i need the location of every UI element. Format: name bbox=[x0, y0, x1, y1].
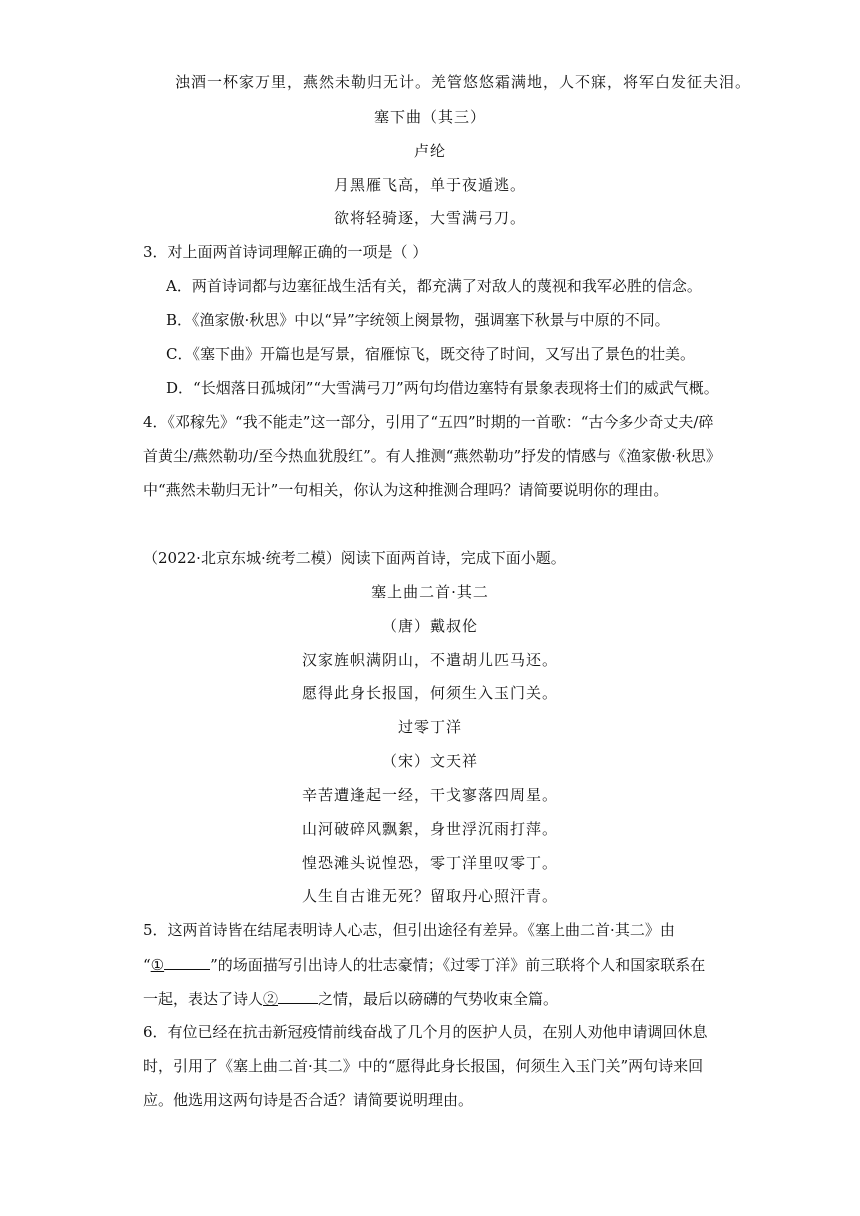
q3-option-c: C．《塞下曲》开篇也是写景，宿雁惊飞，既交待了时间，又写出了景色的壮美。 bbox=[166, 345, 695, 363]
q6-line-1: 6．有位已经在抗击新冠疫情前线奋战了几个月的医护人员，在别人劝他申请调回休息 bbox=[143, 1023, 708, 1041]
q3-option-d: D．“长烟落日孤城闭”“大雪满弓刀”两句均借边塞特有景象表现将士们的威武气概。 bbox=[166, 379, 719, 397]
poem3-title: 塞上曲二首·其二 bbox=[371, 583, 489, 601]
q4-line-3: 中“燕然未勒归无计”一句相关，你认为这种推测合理吗？请简要说明你的理由。 bbox=[143, 481, 669, 499]
q5-line-3-text-a: 一起，表达了诗人 bbox=[143, 990, 264, 1008]
q3-option-b: B．《渔家傲·秋思》中以“异”字统领上阕景物，强调塞下秋景与中原的不同。 bbox=[166, 311, 670, 329]
q3-option-a: A．两首诗词都与边塞征战生活有关，都充满了对敌人的蔑视和我军必胜的信念。 bbox=[166, 277, 702, 295]
q6-line-3: 应。他选用这两句诗是否合适？请简要说明理由。 bbox=[143, 1091, 474, 1109]
poem3-author: （唐）戴叔伦 bbox=[381, 617, 478, 635]
q4-line-1: 4．《邓稼先》“我不能走”这一部分，引用了“五四”时期的一首歌：“古今多少奇丈夫/碎 bbox=[143, 413, 714, 431]
q4-line-2: 首黄尘/燕然勒功/至今热血犹殷红”。有人推测“燕然勒功”抒发的情感与《渔家傲·秋思》 bbox=[143, 447, 721, 465]
q5-line-3 bbox=[143, 988, 558, 1009]
poem4-line-3: 惶恐滩头说惶恐，零丁洋里叹零丁。 bbox=[301, 854, 558, 872]
poem1-last-line: 浊酒一杯家万里，燕然未勒归无计。羌管悠悠霜满地，人不寐，将军白发征夫泪。 bbox=[175, 73, 752, 91]
poem2-title: 塞下曲（其三） bbox=[373, 108, 486, 126]
q5-line-3-text-b: 之情，最后以磅礴的气势收束全篇。 bbox=[318, 990, 559, 1008]
poem4-line-1: 辛苦遭逢起一经，干戈寥落四周星。 bbox=[301, 786, 558, 804]
q5-line-2-text: ”的场面描写引出诗人的壮志豪情；《过零丁洋》前三联将个人和国家联系在 bbox=[210, 956, 706, 974]
q5-line-1: 5．这两首诗皆在结尾表明诗人心志，但引出途径有差异。《塞上曲二首·其二》由 bbox=[143, 921, 675, 939]
poem3-line-1: 汉家旌帜满阴山，不遣胡儿匹马还。 bbox=[301, 651, 558, 669]
poem2-line-2: 欲将轻骑逐，大雪满弓刀。 bbox=[333, 209, 526, 227]
poem2-line-1: 月黑雁飞高，单于夜遁逃。 bbox=[333, 176, 526, 194]
q5-blank-marker-2: ② bbox=[263, 990, 279, 1008]
q5-blank-1[interactable] bbox=[164, 954, 210, 970]
q5-blank-marker-1: ① bbox=[150, 956, 165, 974]
poem4-line-4: 人生自古谁无死？留取丹心照汗青。 bbox=[301, 887, 558, 905]
poem3-line-2: 愿得此身长报国，何须生入玉门关。 bbox=[301, 684, 558, 702]
q3-stem: 3．对上面两首诗词理解正确的一项是（ ） bbox=[143, 243, 428, 261]
q5-blank-2[interactable] bbox=[278, 988, 318, 1004]
q6-line-2: 时，引用了《塞上曲二首·其二》中的“愿得此身长报国，何须生入玉门关”两句诗来回 bbox=[143, 1057, 704, 1075]
q5-line-2 bbox=[143, 954, 705, 975]
poem4-title: 过零丁洋 bbox=[397, 718, 462, 736]
poem4-line-2: 山河破碎风飘絮，身世浮沉雨打萍。 bbox=[301, 820, 558, 838]
poem4-author: （宋）文天祥 bbox=[381, 752, 478, 770]
poem2-author: 卢纶 bbox=[413, 142, 446, 160]
section2-intro: （2022·北京东城·统考二模）阅读下面两首诗，完成下面小题。 bbox=[143, 549, 566, 567]
q5-open-quote: “ bbox=[143, 956, 151, 974]
